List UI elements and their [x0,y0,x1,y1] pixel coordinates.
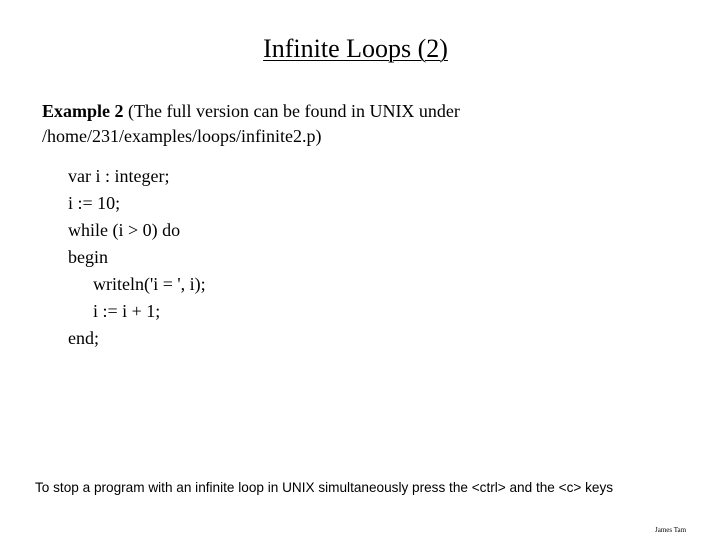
example-intro [42,99,460,149]
slide-title: Infinite Loops (2) [263,34,448,63]
code-line: i := 10; [68,193,121,213]
intro-text-1: (The full version can be found in UNIX under [128,101,460,121]
example-label: Example 2 [42,101,124,121]
author-credit: James Tam [655,526,687,534]
code-line: end; [68,328,99,348]
footnote: To stop a program with an infinite loop in UNIX simultaneously press the <ctrl> and the <c> keys [35,480,614,495]
code-line: writeln('i = ', i); [93,274,206,294]
code-line: while (i > 0) do [68,220,181,240]
code-line: i := i + 1; [93,301,161,321]
intro-line-1 [42,99,460,124]
code-line: var i : integer; [68,166,170,186]
intro-text-2: /home/231/examples/loops/infinite2.p) [42,126,322,146]
code-block [68,163,206,352]
code-line: begin [68,247,108,267]
